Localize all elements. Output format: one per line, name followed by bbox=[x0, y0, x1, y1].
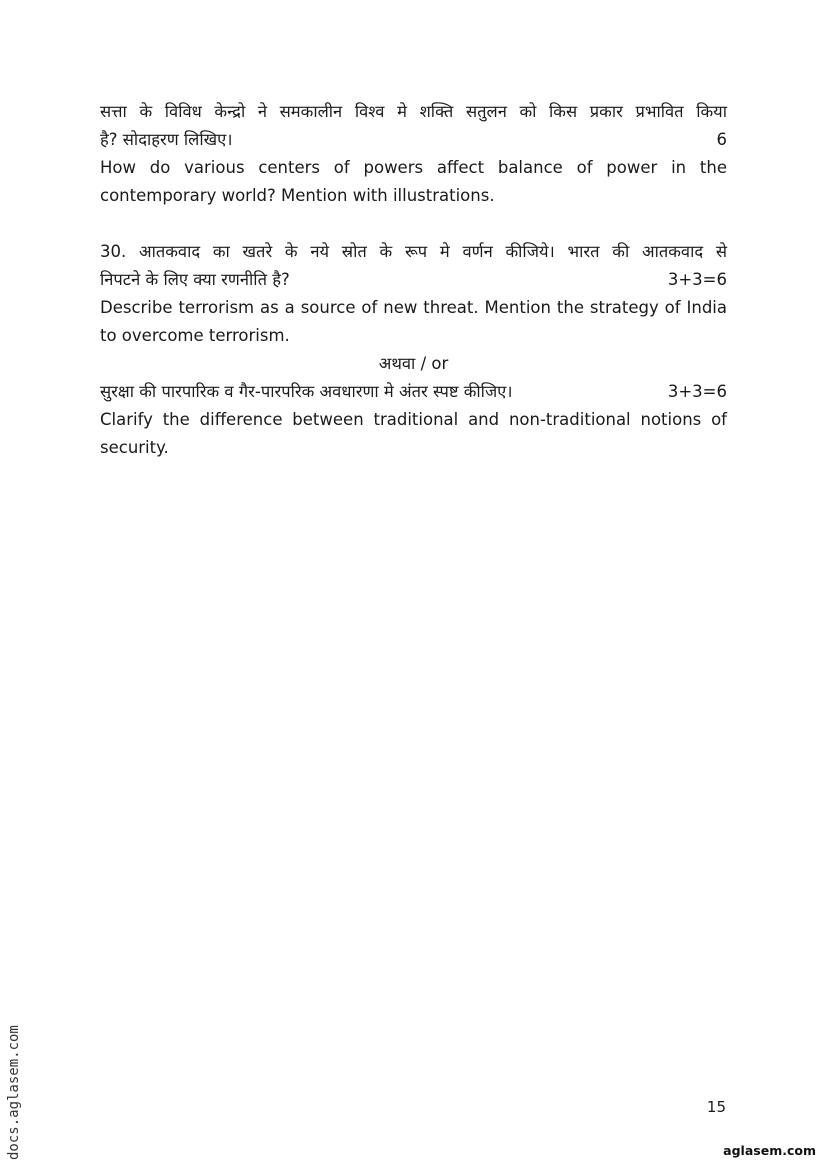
q29-english-line2: contemporary world? Mention with illustrations. bbox=[100, 186, 495, 205]
q30-alt-marks: 3+3=6 bbox=[667, 382, 727, 401]
q30-hindi-line1: 30. आतकवाद का खतरे के नये स्रोत के रूप मे वर्णन कीजिये। भारत की आतकवाद से bbox=[100, 242, 727, 261]
q29-hindi-line2-row bbox=[100, 126, 727, 154]
footer-brand: aglasem.com bbox=[723, 1143, 816, 1158]
q30-alt-english-line1: Clarify the difference between traditional and non-traditional notions of bbox=[100, 410, 727, 429]
q29-english-line1: How do various centers of powers affect balance of power in the bbox=[100, 158, 727, 177]
q29-marks: 6 bbox=[716, 130, 727, 149]
q30-marks: 3+3=6 bbox=[667, 270, 727, 289]
q30-hindi-line2-row bbox=[100, 266, 727, 294]
q30-alt-english-line2: security. bbox=[100, 438, 169, 457]
q30-english-line2: to overcome terrorism. bbox=[100, 326, 290, 345]
q29-hindi-line2: है? सोदाहरण लिखिए। bbox=[100, 130, 233, 149]
q29-hindi-line1: सत्ता के विविध केन्द्रो ने समकालीन विश्व मे शक्ति सतुलन को किस प्रकार प्रभावित किया bbox=[100, 102, 727, 121]
q30-hindi-line2: निपटने के लिए क्या रणनीति है? bbox=[100, 270, 290, 289]
q30-alt-hindi: सुरक्षा की पारपारिक व गैर-पारपरिक अवधारणा मे अंतर स्पष्ट कीजिए। bbox=[100, 382, 513, 401]
side-watermark: docs.aglasem.com bbox=[6, 1025, 22, 1160]
or-divider: अथवा / or bbox=[378, 354, 449, 373]
q30-alt-hindi-row bbox=[100, 378, 727, 406]
q30-english-line1: Describe terrorism as a source of new threat. Mention the strategy of India bbox=[100, 298, 727, 317]
page-content bbox=[100, 98, 727, 462]
page-number: 15 bbox=[706, 1098, 726, 1116]
spacer bbox=[100, 210, 727, 238]
